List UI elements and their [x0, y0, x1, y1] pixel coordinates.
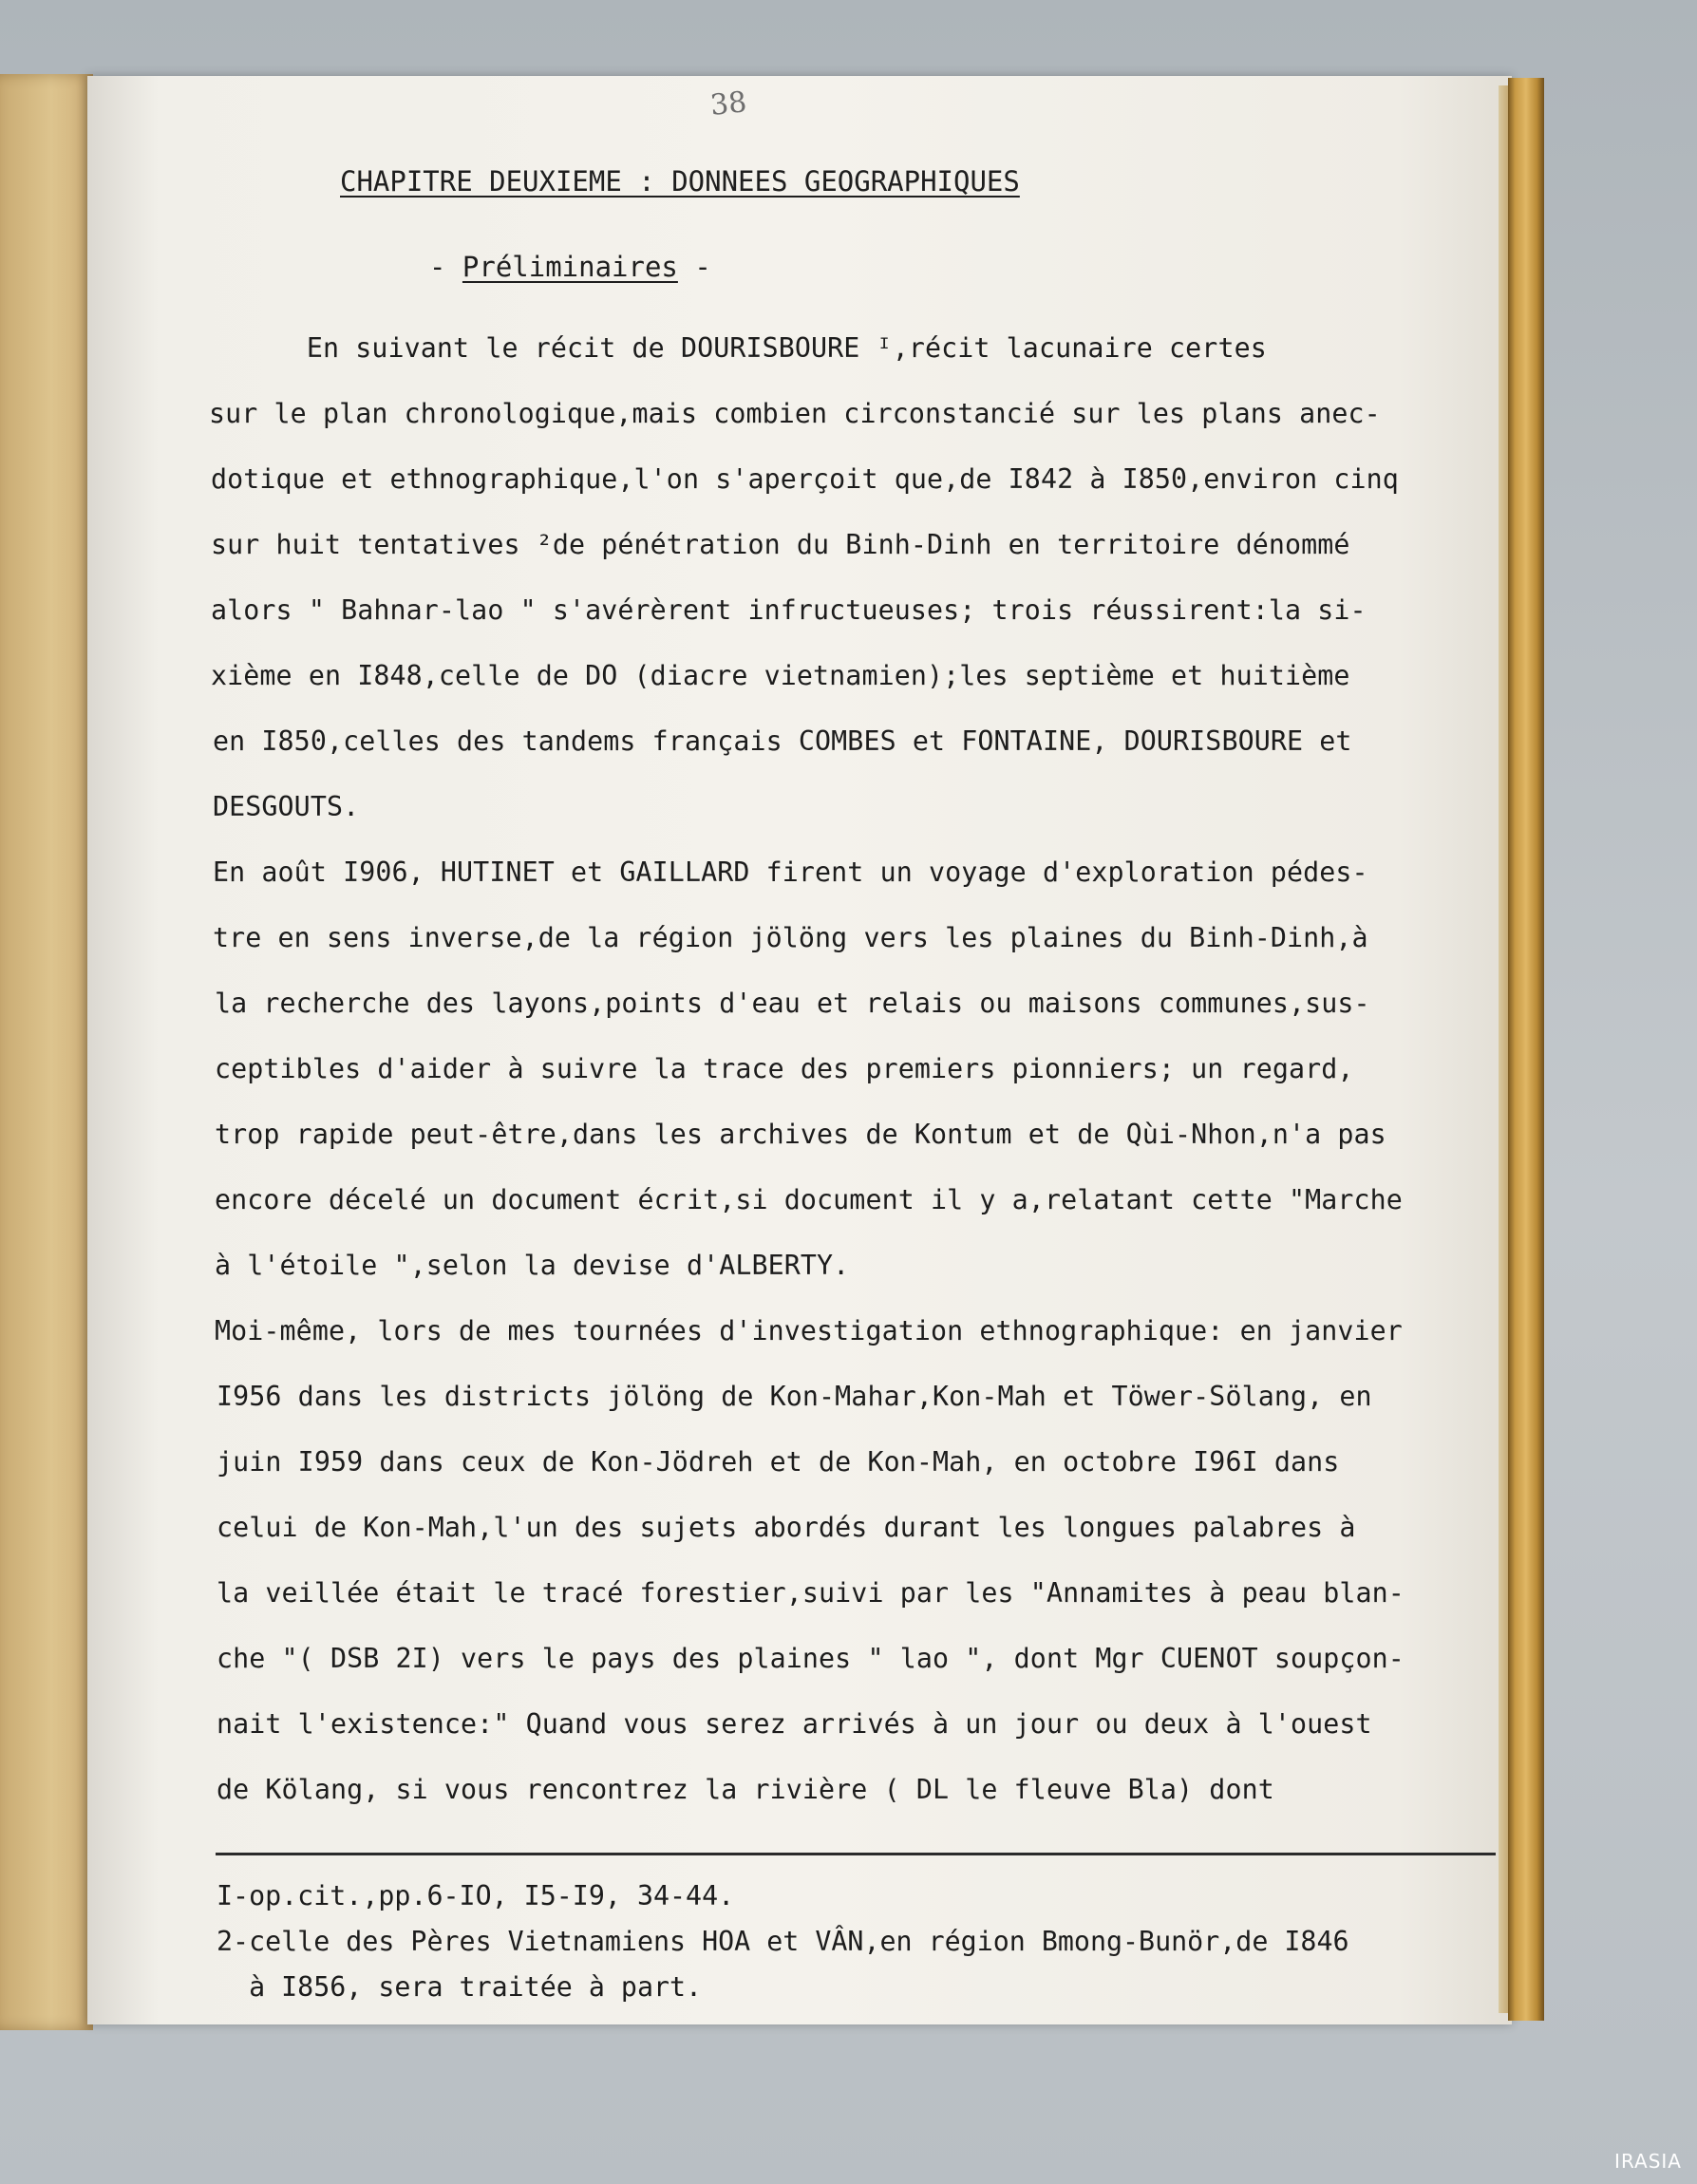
body-line: trop rapide peut-être,dans les archives de Kontum et de Qùi-Nhon,n'a pas: [215, 1119, 1386, 1150]
body-line: xième en I848,celle de DO (diacre vietnamien);les septième et huitième: [211, 660, 1350, 691]
body-line: En août I906, HUTINET et GAILLARD firent un voyage d'exploration pédes-: [213, 857, 1368, 888]
body-line: sur le plan chronologique,mais combien circonstancié sur les plans anec-: [209, 398, 1381, 429]
footnote-1: I-op.cit.,pp.6-IO, I5-I9, 34-44.: [217, 1880, 735, 1911]
body-line: à l'étoile ",selon la devise d'ALBERTY.: [215, 1250, 850, 1281]
body-line: nait l'existence:" Quand vous serez arrivés à un jour ou deux à l'ouest: [217, 1708, 1372, 1740]
body-line: juin I959 dans ceux de Kon-Jödreh et de Kon-Mah, en octobre I96I dans: [217, 1446, 1340, 1478]
body-line: En suivant le récit de DOURISBOURE ᴵ,récit lacunaire certes: [209, 332, 1267, 364]
body-line: alors " Bahnar-lao " s'avérèrent infructueuses; trois réussirent:la si-: [211, 594, 1367, 626]
body-line: Moi-même, lors de mes tournées d'investigation ethnographique: en janvier: [215, 1315, 1403, 1346]
body-line: la veillée était le tracé forestier,suivi par les "Annamites à peau blan-: [217, 1577, 1405, 1609]
body-line: sur huit tentatives ²de pénétration du Binh-Dinh en territoire dénommé: [211, 529, 1350, 560]
body-line: I956 dans les districts jölöng de Kon-Mahar,Kon-Mah et Töwer-Sölang, en: [217, 1381, 1372, 1412]
section-heading: [429, 251, 711, 283]
body-line: de Kölang, si vous rencontrez la rivière ( DL le fleuve Bla) dont: [217, 1774, 1274, 1805]
body-line: tre en sens inverse,de la région jölöng vers les plaines du Binh-Dinh,à: [213, 922, 1368, 953]
body-line: la recherche des layons,points d'eau et relais ou maisons communes,sus-: [215, 988, 1370, 1019]
book-cover-edge: [1508, 78, 1544, 2021]
section-suffix: -: [677, 251, 711, 283]
footnote-2: 2-celle des Pères Vietnamiens HOA et VÂN,en région Bmong-Bunör,de I846: [217, 1926, 1349, 1957]
body-line: DESGOUTS.: [213, 791, 360, 822]
section-title: Préliminaires: [462, 251, 678, 283]
body-line: dotique et ethnographique,l'on s'aperçoit que,de I842 à I850,environ cinq: [211, 463, 1399, 495]
chapter-title: CHAPITRE DEUXIEME : DONNEES GEOGRAPHIQUES: [340, 165, 1020, 198]
body-line: ceptibles d'aider à suivre la trace des premiers pionniers; un regard,: [215, 1053, 1354, 1084]
body-line: celui de Kon-Mah,l'un des sujets abordés durant les longues palabres à: [217, 1512, 1356, 1543]
body-line: encore décelé un document écrit,si document il y a,relatant cette "Marche: [215, 1184, 1403, 1215]
watermark: IRASIA: [1614, 2150, 1682, 2173]
left-page-edge: [0, 74, 93, 2030]
section-prefix: -: [429, 251, 462, 283]
body-line: en I850,celles des tandems français COMBES et FONTAINE, DOURISBOURE et: [213, 725, 1352, 757]
body-line: che "( DSB 2I) vers le pays des plaines " lao ", dont Mgr CUENOT soupçon-: [217, 1643, 1405, 1674]
footnote-separator: [216, 1853, 1496, 1855]
page-number: 38: [708, 85, 748, 122]
footnote-2-continued: à I856, sera traitée à part.: [217, 1971, 703, 2003]
